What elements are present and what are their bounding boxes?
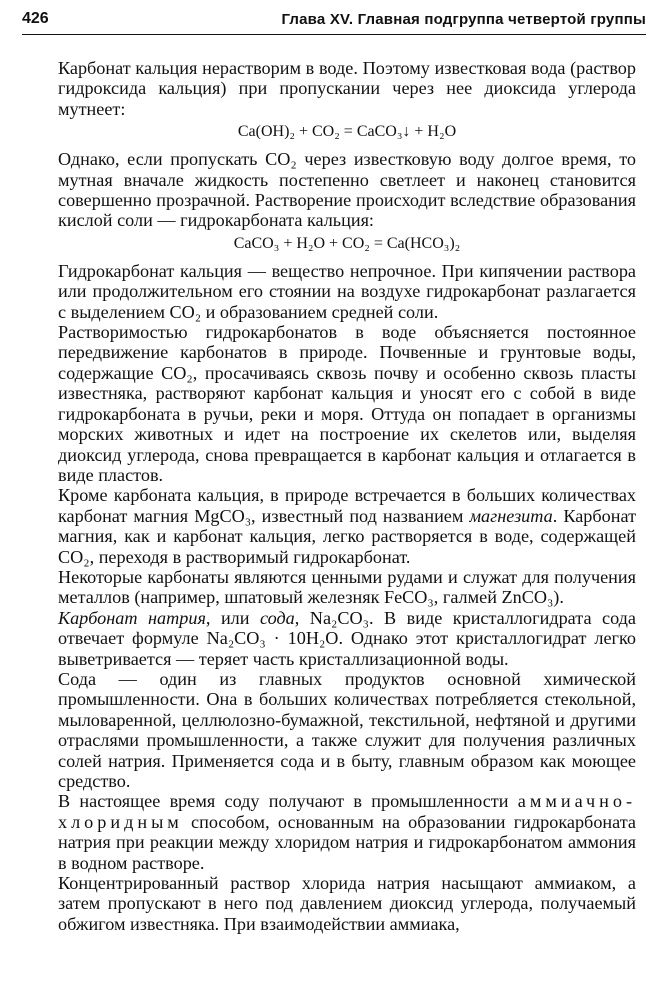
p5-text-a: Кроме карбоната кальция, в природе встречается в больших количествах карбонат магния MgCO₃, известный под названием (58, 485, 636, 526)
p9-text-a: В настоящее время соду получают в промышленности (58, 791, 518, 812)
p5-italic-term: магнезита (469, 505, 553, 526)
p7-italic-term-2: сода (259, 607, 295, 628)
paragraph-1: Карбонат кальция нерастворим в воде. Поэтому известковая вода (раствор гидроксида кальция) при пропускании через нее диоксида углерода мутнеет: (58, 58, 636, 119)
p9-spaced-term: аммиачно-хлоридным (58, 791, 636, 832)
paragraph-2: Однако, если пропускать CO₂ через известковую воду долгое время, то мутная вначале жидкость постепенно светлеет и наконец становится совершенно прозрачной. Растворение происходит вследствие образования кислой соли — гидрокарбоната кальция: (58, 149, 636, 231)
page-body (58, 58, 636, 934)
chapter-title: Глава XV. Главная подгруппа четвертой группы (281, 11, 646, 28)
paragraph-7 (58, 608, 636, 669)
paragraph-3: Гидрокарбонат кальция — вещество непрочное. При кипячении раствора или продолжительном его стоянии на воздухе гидрокарбонат разлагается с выделением CO₂ и образованием средней соли. (58, 260, 636, 322)
paragraph-4: Растворимостью гидрокарбонатов в воде объясняется постоянное передвижение карбонатов в природе. Почвенные и грунтовые воды, содержащие CO₂, просачиваясь сквозь почву и особенно сквозь пласты известняка, растворяют карбонат кальция и уносят его с собой в виде гидрокарбоната в ручьи, реки и моря. Оттуда он попадает в организмы морских животных и идет на построение их скелетов или, выделяя диоксид углерода, снова превращается в карбонат кальция и отлагается в виде пластов. (58, 322, 636, 485)
paragraph-6: Некоторые карбонаты являются ценными рудами и служат для получения металлов (например, шпатовый железняк FeCO₃, галмей ZnCO₃). (58, 566, 636, 608)
paragraph-9 (58, 791, 636, 873)
p7-italic-term-1: Карбонат натрия (58, 607, 206, 628)
equation-1: Ca(OH)₂ + CO₂ = CaCO₃↓ + H₂O (237, 123, 457, 141)
p7-text-b: , Na₂CO₃. В виде кристаллогидрата сода отвечает формуле Na₂CO₃ · 10H₂O. Однако этот кристаллогидрат легко выветривается — теряет часть кристаллизационной воды. (58, 607, 636, 669)
paragraph-8: Сода — один из главных продуктов основной химической промышленности. Она в больших количествах потребляется стекольной, мыловаренной, целлюлозно-бумажной, текстильной, нефтяной и другими отраслями промышленности, а также служит для получения различных солей натрия. Применяется сода и в быту, главным образом как моющее средство. (58, 668, 636, 791)
paragraph-5 (58, 485, 636, 567)
equation-2: CaCO₃ + H₂O + CO₂ = Ca(HCO₃)₂ (233, 234, 461, 252)
page-number: 426 (22, 10, 49, 27)
p9-text-b: способом, основанным на образовании гидрокарбоната натрия при реакции между хлоридом натрия и гидрокарбонатом аммония в водном растворе. (58, 811, 636, 873)
paragraph-10: Концентрированный раствор хлорида натрия насыщают аммиаком, а затем пропускают в него под давлением диоксид углерода, получаемый обжигом известняка. При взаимодействии аммиака, (58, 873, 636, 934)
page-header (22, 8, 646, 35)
p7-text-a: , или (205, 607, 260, 628)
p5-text-b: . Карбонат магния, как и карбонат кальция, легко растворяется в воде, содержащей CO₂, переходя в растворимый гидрокарбонат. (58, 505, 637, 567)
